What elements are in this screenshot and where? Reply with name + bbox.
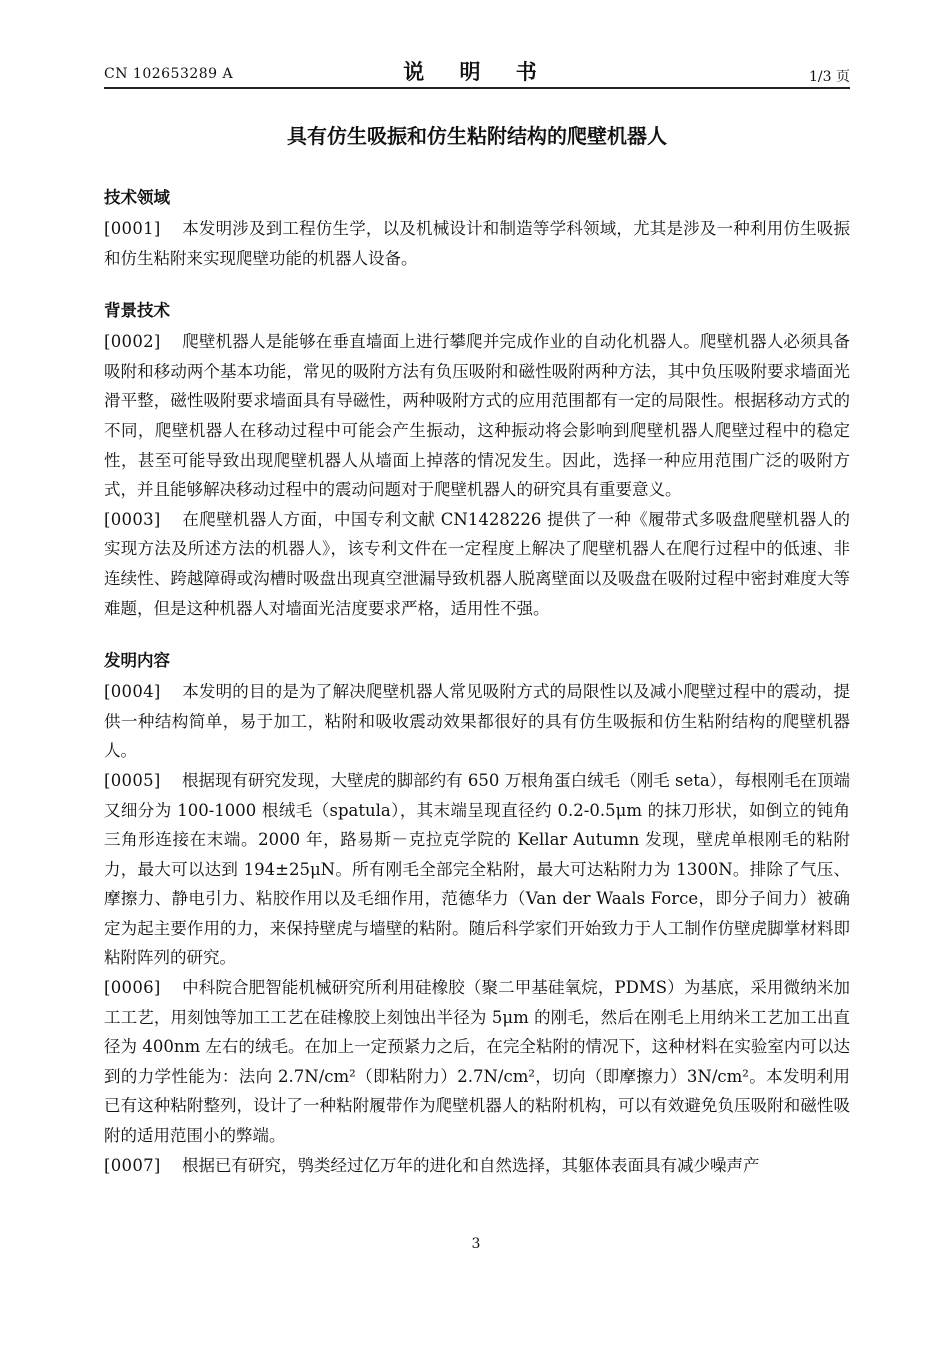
paragraph-number: [0004] [104,682,161,702]
paragraph-number: [0003] [104,509,161,529]
paragraph [104,505,850,623]
paragraph-number: [0006] [104,978,161,998]
page-indicator: 1/3 页 [809,69,850,85]
paragraph-text: 在爬壁机器人方面，中国专利文献 CN1428226 提供了一种《履带式多吸盘爬壁机器人的实现方法及所述方法的机器人》，该专利文件在一定程度上解决了爬壁机器人在爬行过程中的低速、非连续性、跨越障碍或沟槽时吸盘出现真空泄漏导致机器人脱离壁面以及吸盘在吸附过程中密封难度大等难题，但是这种机器人对墙面光洁度要求严格，适用性不强。 [104,509,850,618]
paragraph-text: 本发明涉及到工程仿生学，以及机械设计和制造等学科领域，尤其是涉及一种利用仿生吸振和仿生粘附来实现爬壁功能的机器人设备。 [104,219,850,268]
paragraph-text: 本发明的目的是为了解决爬壁机器人常见吸附方式的局限性以及减小爬壁过程中的震动，提供一种结构简单，易于加工，粘附和吸收震动效果都很好的具有仿生吸振和仿生粘附结构的爬壁机器人。 [104,682,850,761]
paragraph [104,1151,850,1181]
paragraph-number: [0007] [104,1155,161,1175]
section-heading-summary: 发明内容 [104,651,170,671]
document-id: CN 102653289 A [104,66,234,82]
paragraph-text: 根据已有研究，鸮类经过亿万年的进化和自然选择，其躯体表面具有减少噪声产 [182,1155,760,1175]
paragraph [104,766,850,973]
header-rule [104,87,850,89]
section-heading-technical-field: 技术领域 [104,188,170,207]
paragraph-text: 爬壁机器人是能够在垂直墙面上进行攀爬并完成作业的自动化机器人。爬壁机器人必须具备吸附和移动两个基本功能，常见的吸附方法有负压吸附和磁性吸附两种方法，其中负压吸附要求墙面光滑平整，磁性吸附要求墙面具有导磁性，两种吸附方式的应用范围都有一定的局限性。根据移动方式的不同，爬壁机器人在移动过程中可能会产生振动，这种振动将会影响到爬壁机器人爬壁过程中的稳定性，甚至可能导致出现爬壁机器人从墙面上掉落的情况发生。因此，选择一种应用范围广泛的吸附方式，并且能够解决移动过程中的震动问题对于爬壁机器人的研究具有重要意义。 [104,332,850,500]
section-heading-background: 背景技术 [104,301,170,321]
paragraph [104,973,850,1151]
paragraph-text: 根据现有研究发现，大壁虎的脚部约有 650 万根角蛋白绒毛（刚毛 seta），每根刚毛在顶端又细分为 100-1000 根绒毛（spatula），其末端呈现直径约 0.2-0.5μm 的抹刀形状，如倒立的钝角三角形连接在末端。2000 年，路易斯－克拉克学院的 Kellar Autumn 发现，壁虎单根刚毛的粘附力，最大可以达到 194±25μN。所有刚毛全部完全粘附，最大可达粘附力为 1300N。排除了气压、摩擦力、静电引力、粘胶作用以及毛细作用，范德华力（Van der Waals Force，即分子间力）被确定为起主要作用的力，来保持壁虎与墙壁的粘附。随后科学家们开始致力于人工制作仿壁虎脚掌材料即粘附阵列的研究。 [104,770,850,968]
paragraph-number: [0005] [104,770,161,790]
document-type: 说 明 书 [403,60,551,84]
paragraph [104,327,850,505]
paragraph [104,214,850,273]
paragraph-text: 中科院合肥智能机械研究所利用硅橡胶（聚二甲基硅氧烷，PDMS）为基底，采用微纳米加工工艺，用刻蚀等加工工艺在硅橡胶上刻蚀出半径为 5μm 的刚毛，然后在刚毛上用纳米工艺加工出直径为 400nm 左右的绒毛。在加上一定预紧力之后，在完全粘附的情况下，这种材料在实验室内可以达到的力学性能为：法向 2.7N/cm²（即粘附力）2.7N/cm²，切向（即摩擦力）3N/cm²。本发明利用已有这种粘附整列，设计了一种粘附履带作为爬壁机器人的粘附机构，可以有效避免负压吸附和磁性吸附的适用范围小的弊端。 [104,978,850,1146]
paragraph-number: [0002] [104,332,161,352]
page-number: 3 [471,1236,481,1252]
document-body [104,186,850,1180]
paragraph [104,677,850,766]
document-title: 具有仿生吸振和仿生粘附结构的爬壁机器人 [287,124,667,148]
page-header [104,58,850,90]
paragraph-number: [0001] [104,219,161,238]
